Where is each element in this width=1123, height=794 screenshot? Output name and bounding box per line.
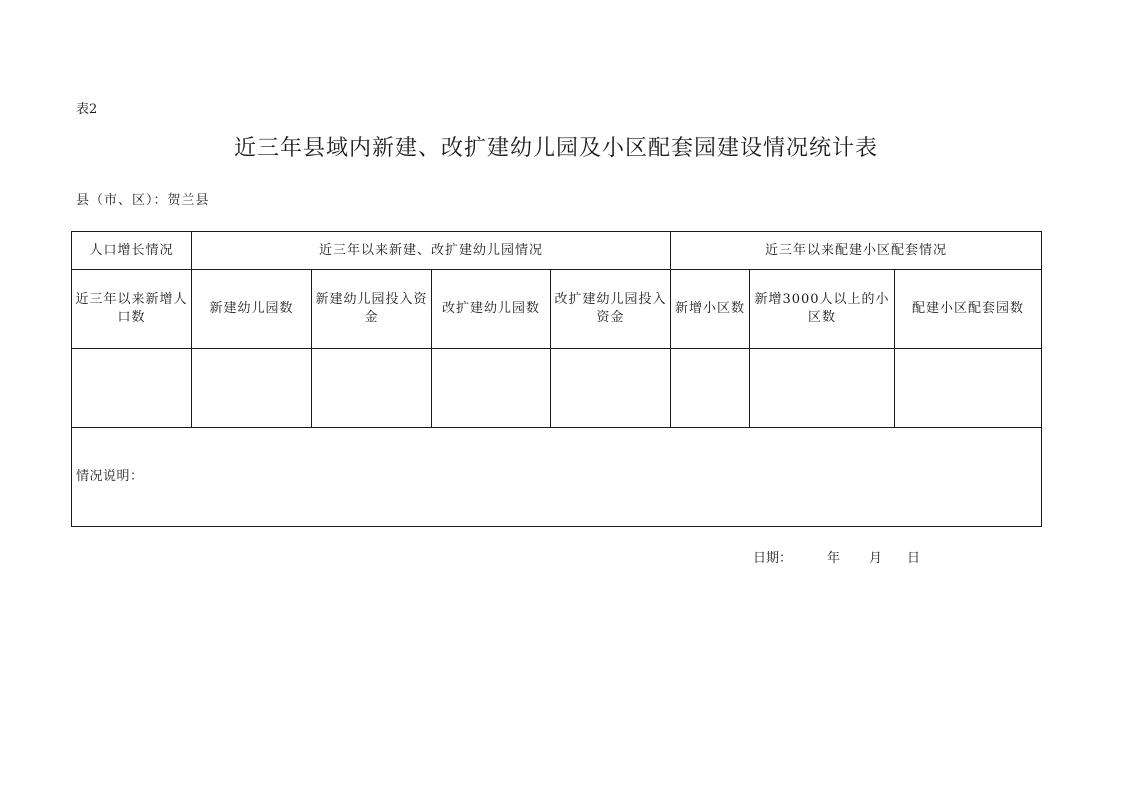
note-label: 情况说明：: [76, 469, 144, 484]
column-header: 近三年以来新增人口数: [72, 270, 192, 349]
group-header-community: 近三年以来配建小区配套情况: [671, 232, 1042, 270]
table-cell[interactable]: [432, 349, 551, 428]
column-header: 新增小区数: [671, 270, 750, 349]
region-line: 县（市、区）：贺兰县: [76, 193, 210, 208]
column-header: 新增3000人以上的小区数: [750, 270, 895, 349]
date-year: 年: [827, 551, 841, 566]
date-label: 日期：: [753, 551, 793, 566]
table-cell[interactable]: [551, 349, 671, 428]
date-line: [753, 547, 920, 566]
column-header: 改扩建幼儿园数: [432, 270, 551, 349]
column-header-row: [72, 270, 1042, 349]
column-header: 新建幼儿园数: [192, 270, 312, 349]
column-header: 改扩建幼儿园投入资金: [551, 270, 671, 349]
table-cell[interactable]: [671, 349, 750, 428]
table-cell[interactable]: [192, 349, 312, 428]
note-row: [72, 428, 1042, 527]
table-cell[interactable]: [312, 349, 432, 428]
column-header: 新建幼儿园投入资金: [312, 270, 432, 349]
table-row: [72, 349, 1042, 428]
table-label: 表2: [76, 102, 98, 117]
statistics-table: [71, 231, 1042, 527]
document-title: 近三年县域内新建、改扩建幼儿园及小区配套园建设情况统计表: [233, 136, 878, 161]
date-month: 月: [869, 551, 883, 566]
group-header-kindergarten: 近三年以来新建、改扩建幼儿园情况: [192, 232, 671, 270]
table-cell[interactable]: [750, 349, 895, 428]
table-cell[interactable]: [72, 349, 192, 428]
column-header: 配建小区配套园数: [895, 270, 1042, 349]
group-header-row: [72, 232, 1042, 270]
group-header-population: 人口增长情况: [72, 232, 192, 270]
table-cell[interactable]: [895, 349, 1042, 428]
note-cell[interactable]: [72, 428, 1042, 527]
date-day: 日: [907, 551, 921, 566]
